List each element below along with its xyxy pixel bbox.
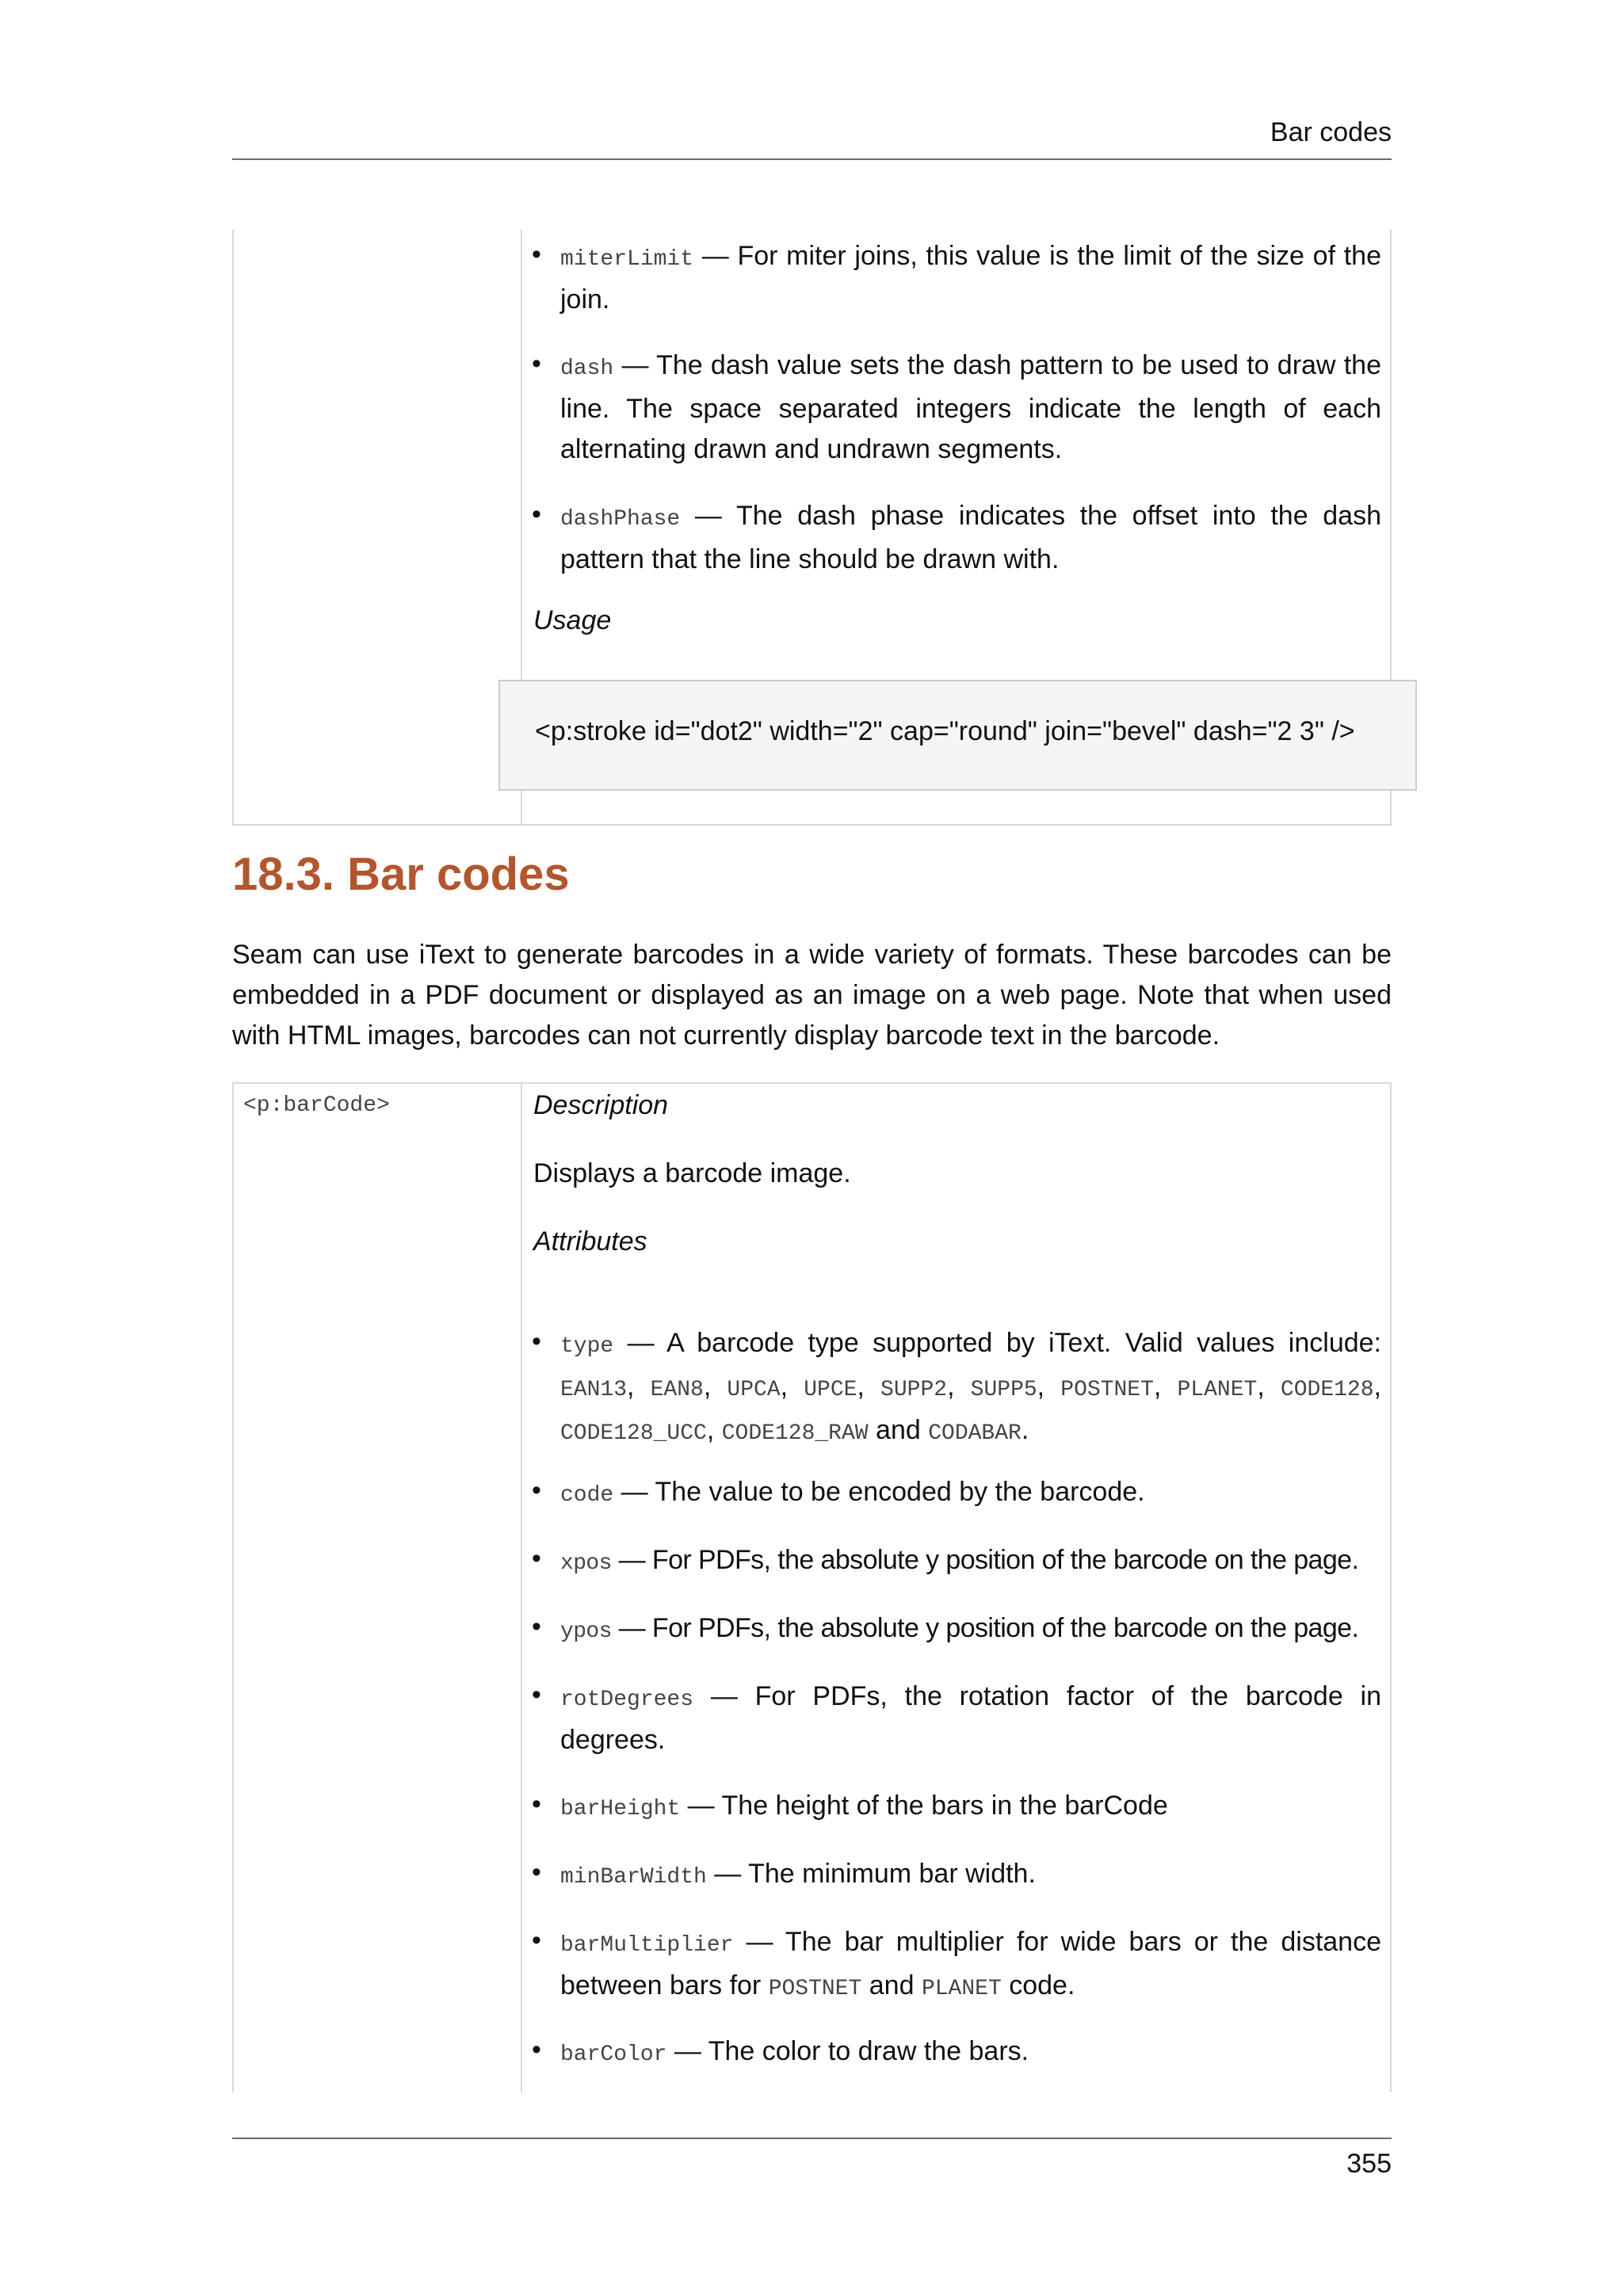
table-column-divider	[521, 1084, 522, 2092]
running-footer	[232, 2138, 1392, 2179]
usage-code-block	[498, 680, 1417, 791]
list-item: dash — The dash value sets the dash pattern to be used to draw the line. The space separated integers indicate the length of each alternating drawn and undrawn segments.	[560, 350, 1381, 464]
list-item: rotDegrees — For PDFs, the rotation factor of the barcode in degrees.	[560, 1681, 1381, 1755]
usage-label: Usage	[533, 605, 612, 635]
usage-code-text: <p:stroke id="dot2" width="2" cap="round" join="bevel" dash="2 3" />	[535, 716, 1355, 746]
page-number: 355	[1346, 2149, 1392, 2179]
list-item: xpos — For PDFs, the absolute y position of the barcode on the page.	[560, 1545, 1359, 1576]
running-header-title: Bar codes	[1270, 117, 1392, 147]
list-item-type: type — A barcode type supported by iText. Valid values include: EAN13, EAN8, UPCA, UPCE, SUPP2, SUPP5, POSTNET, PLANET, CODE128, CODE128_UCC, CODE128_RAW and CODABAR.	[560, 1328, 1381, 1446]
list-item: code — The value to be encoded by the barcode.	[560, 1477, 1145, 1508]
tag-name: <p:barCode>	[243, 1093, 390, 1118]
list-item: barColor — The color to draw the bars.	[560, 2036, 1029, 2067]
bullet-icon: •	[532, 1789, 541, 1819]
bullet-icon: •	[532, 1925, 541, 1955]
list-item: miterLimit — For miter joins, this value is the limit of the size of the join.	[560, 241, 1381, 315]
bullet-icon: •	[532, 1475, 541, 1505]
bullet-icon: •	[532, 1857, 541, 1887]
list-item: barHeight — The height of the bars in the barCode	[560, 1791, 1168, 1821]
list-item: barMultiplier — The bar multiplier for wide bars or the distance between bars for POSTNET and PLANET code.	[560, 1927, 1381, 2001]
bullet-icon: •	[532, 349, 541, 379]
bullet-icon: •	[532, 1680, 541, 1710]
bullet-icon: •	[532, 499, 541, 529]
list-item: ypos — For PDFs, the absolute y position of the barcode on the page.	[560, 1613, 1359, 1644]
bullet-icon: •	[532, 1543, 541, 1573]
description-label: Description	[533, 1090, 669, 1120]
attribute-term: miterLimit	[560, 247, 694, 272]
bullet-icon: •	[532, 1611, 541, 1642]
list-item: dashPhase — The dash phase indicates the offset into the dash pattern that the line should be drawn with.	[560, 501, 1381, 574]
section-intro: Seam can use iText to generate barcodes in a wide variety of formats. These barcodes can be embedded in a PDF document or displayed as an image on a web page. Note that when used with HTML images, barcodes can not currently display barcode text in the barcode.	[232, 940, 1392, 1051]
section-heading: 18.3. Bar codes	[232, 849, 570, 900]
attributes-label: Attributes	[533, 1226, 647, 1257]
attribute-term: dashPhase	[560, 507, 681, 532]
description-text: Displays a barcode image.	[533, 1158, 851, 1188]
attribute-term: dash	[560, 357, 614, 381]
running-header	[232, 117, 1392, 160]
bullet-icon: •	[532, 239, 541, 269]
list-item: minBarWidth — The minimum bar width.	[560, 1859, 1036, 1890]
bullet-icon: •	[532, 2035, 541, 2065]
bullet-icon: •	[532, 1326, 541, 1356]
